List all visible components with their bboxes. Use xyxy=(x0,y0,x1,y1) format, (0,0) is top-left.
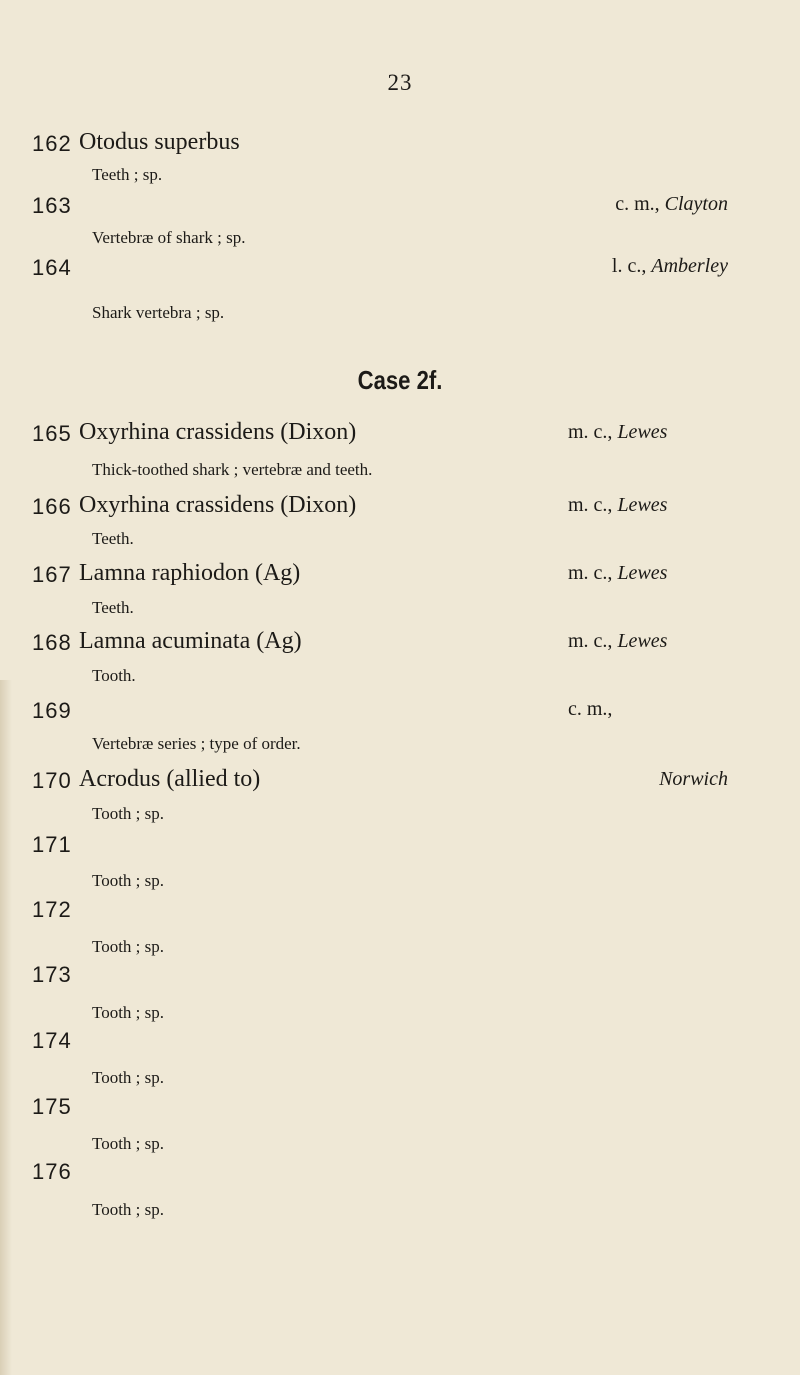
entry-locality xyxy=(568,562,667,585)
case-heading: Case 2f. xyxy=(357,365,443,395)
entry-number: 169 xyxy=(32,698,72,723)
entry-locality xyxy=(568,698,612,721)
entry-number: 165 xyxy=(32,421,72,446)
entry-species-name: Acrodus (allied to) xyxy=(79,766,261,792)
entry-locality xyxy=(612,255,728,278)
entry-number: 175 xyxy=(32,1094,72,1119)
entry-description: Tooth ; sp. xyxy=(92,1200,165,1219)
locality-place: Lewes xyxy=(617,494,668,516)
entry-description: Tooth. xyxy=(92,666,136,685)
entry-description: Tooth ; sp. xyxy=(92,1134,165,1153)
entry-description: Tooth ; sp. xyxy=(92,937,165,956)
entry-description: Vertebræ series ; type of order. xyxy=(92,734,301,753)
locality-place: Lewes xyxy=(617,630,668,652)
entry-description: Tooth ; sp. xyxy=(92,1003,165,1022)
page-number: 23 xyxy=(387,70,413,95)
entry-number: 168 xyxy=(32,630,72,655)
entry-description: Teeth. xyxy=(92,598,134,617)
locality-prefix: l. c., xyxy=(611,255,652,277)
locality-place: Lewes xyxy=(617,562,668,584)
entry-number: 166 xyxy=(32,494,72,519)
entry-locality xyxy=(568,421,667,444)
entry-number: 173 xyxy=(32,962,72,987)
entry-species-name: Lamna acuminata (Ag) xyxy=(79,628,302,654)
entry-number: 164 xyxy=(32,255,72,280)
entry-number: 174 xyxy=(32,1028,72,1053)
entry-description: Vertebræ of shark ; sp. xyxy=(92,228,246,247)
entry-description: Thick-toothed shark ; vertebræ and teeth. xyxy=(92,460,373,479)
entry-locality xyxy=(568,494,667,517)
entry-number: 171 xyxy=(32,832,72,857)
entry-description: Teeth. xyxy=(92,529,134,548)
entry-description: Teeth ; sp. xyxy=(92,165,163,184)
locality-prefix: c. m., xyxy=(615,193,665,215)
entry-description: Shark vertebra ; sp. xyxy=(92,303,225,322)
entry-number: 162 xyxy=(32,131,72,156)
entry-locality xyxy=(615,193,728,216)
locality-prefix: m. c., xyxy=(568,421,618,443)
locality-place: Clayton xyxy=(664,193,728,215)
entry-description: Tooth ; sp. xyxy=(92,1068,165,1087)
locality-place: Norwich xyxy=(659,768,728,790)
entry-species-name: Lamna raphiodon (Ag) xyxy=(79,560,301,586)
entry-description: Tooth ; sp. xyxy=(92,871,165,890)
entry-number: 163 xyxy=(32,193,72,218)
entry-number: 170 xyxy=(32,768,72,793)
entry-locality xyxy=(568,630,667,653)
locality-prefix: c. m., xyxy=(568,698,613,720)
entry-species-name: Otodus superbus xyxy=(79,129,240,155)
entry-number: 172 xyxy=(32,897,72,922)
locality-prefix: m. c., xyxy=(568,494,618,516)
entry-number: 176 xyxy=(32,1159,72,1184)
locality-prefix: m. c., xyxy=(568,562,618,584)
entry-number: 167 xyxy=(32,562,72,587)
locality-place: Lewes xyxy=(617,421,668,443)
entry-description: Tooth ; sp. xyxy=(92,804,165,823)
locality-prefix: m. c., xyxy=(568,630,618,652)
locality-place: Amberley xyxy=(651,255,728,277)
entry-locality xyxy=(659,768,728,791)
entry-species-name: Oxyrhina crassidens (Dixon) xyxy=(79,492,357,518)
entry-species-name: Oxyrhina crassidens (Dixon) xyxy=(79,419,357,445)
page-gutter-shadow xyxy=(0,680,12,1375)
